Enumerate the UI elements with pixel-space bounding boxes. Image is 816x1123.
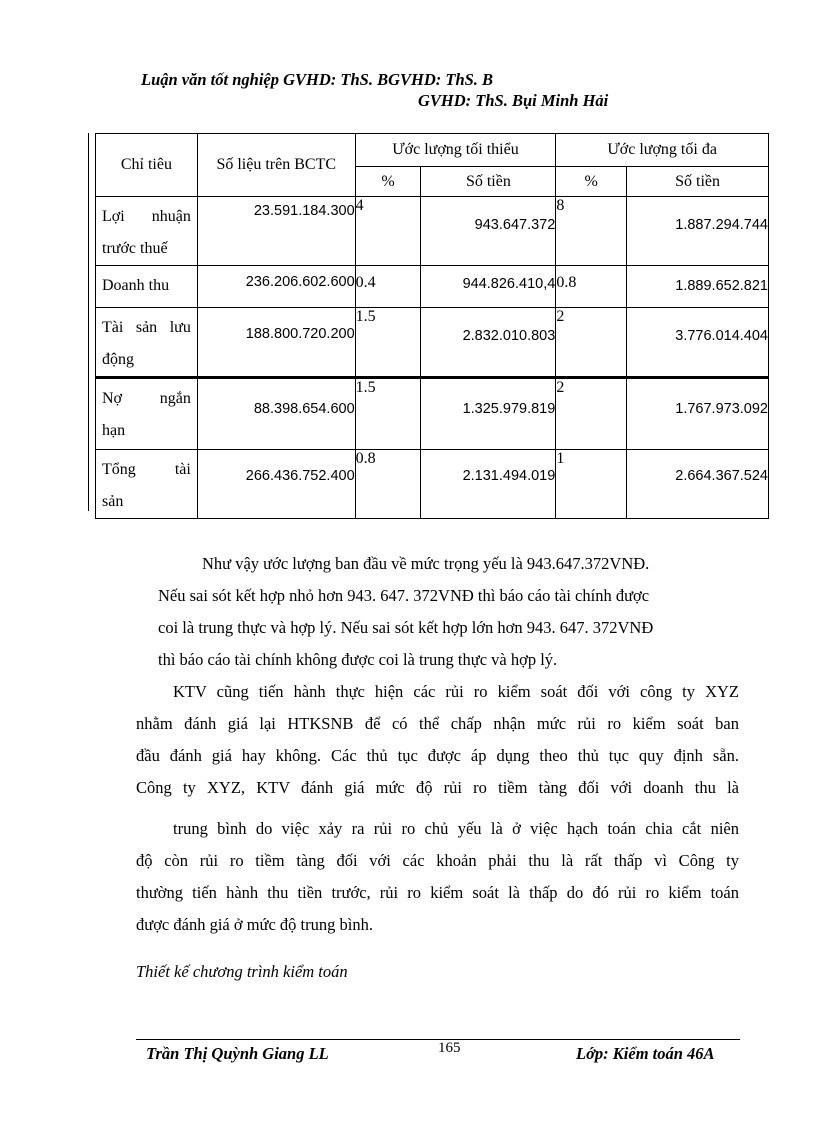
paragraph-materiality-summary: [158, 548, 718, 676]
row-label-line1: Doanh thu: [102, 277, 170, 294]
row-bctc: 23.591.184.300: [197, 197, 355, 266]
footer-page-number: 165: [438, 1040, 461, 1056]
row-min-amount: 944.826.410,4: [421, 266, 556, 308]
row-min-amount: 2.832.010.803: [421, 308, 556, 378]
row-bctc: 188.800.720.200: [197, 308, 355, 378]
table-row: [96, 450, 769, 519]
paragraph-line: nhằm đánh giá lại HTKSNB để có thể chấp nhận mức rủi ro kiểm soát ban: [136, 714, 739, 733]
col-header-bctc: Số liệu trên BCTC: [197, 134, 355, 197]
paragraph-line: KTV cũng tiến hành thực hiện các rủi ro kiểm soát đối với công ty XYZ: [173, 682, 739, 701]
paragraph-line: thường tiến hành thu tiền trước, rủi ro kiểm soát là thấp do đó rủi ro kiểm toán: [136, 883, 739, 902]
paragraph-inherent-risk: [136, 813, 739, 941]
row-min-pct: 1.5: [355, 308, 421, 378]
row-min-amount: 943.647.372: [421, 197, 556, 266]
row-min-pct: 1.5: [355, 378, 421, 450]
row-label-line2: động: [102, 351, 134, 368]
footer-author: Trần Thị Quỳnh Giang LL: [146, 1044, 329, 1063]
table-left-double-rule: [88, 133, 89, 511]
table-row: [96, 197, 769, 266]
row-min-pct: 0.4: [355, 266, 421, 308]
paragraph-line: thì báo cáo tài chính không được coi là trung thực và hợp lý.: [158, 650, 558, 669]
row-max-pct: 0.8: [556, 266, 627, 308]
row-max-amount: 1.887.294.744: [627, 197, 769, 266]
row-max-amount: 1.767.973.092: [627, 378, 769, 450]
row-max-amount: 3.776.014.404: [627, 308, 769, 378]
paragraph-line: trung bình do việc xảy ra rủi ro chủ yếu là ở việc hạch toán chia cắt niên: [173, 819, 739, 838]
row-max-pct: 2: [556, 378, 627, 450]
row-label-line1: Lợi nhuận: [102, 208, 191, 225]
col-header-max-group: Ước lượng tối đa: [556, 134, 769, 167]
row-min-amount: 1.325.979.819: [421, 378, 556, 450]
row-label-line1: Nợ ngắn: [102, 390, 191, 407]
paragraph-line: Công ty XYZ, KTV đánh giá mức độ rủi ro tiềm tàng đối với doanh thu là: [136, 778, 739, 797]
row-min-amount: 2.131.494.019: [421, 450, 556, 519]
row-label-line1: Tài sản lưu: [102, 319, 191, 336]
row-max-amount: 2.664.367.524: [627, 450, 769, 519]
row-label-line2: sản: [102, 493, 124, 510]
row-max-pct: 1: [556, 450, 627, 519]
paragraph-line: đầu đánh giá hay không. Các thủ tục được áp dụng theo thủ tục quy định sẵn.: [136, 746, 739, 765]
row-bctc: 266.436.752.400: [197, 450, 355, 519]
paragraph-control-risk: [136, 676, 739, 804]
paragraph-line: coi là trung thực và hợp lý. Nếu sai sót kết hợp lớn hơn 943. 647. 372VNĐ: [158, 618, 654, 637]
col-header-min-amount: Số tiền: [421, 167, 556, 197]
paragraph-line: Như vậy ước lượng ban đầu về mức trọng yếu là 943.647.372VNĐ.: [202, 554, 650, 573]
paragraph-line: Nếu sai sót kết hợp nhỏ hơn 943. 647. 372VNĐ thì báo cáo tài chính được: [158, 586, 650, 605]
col-header-min-group: Ước lượng tối thiểu: [355, 134, 556, 167]
row-max-pct: 8: [556, 197, 627, 266]
col-header-indicator: Chỉ tiêu: [96, 134, 198, 197]
row-label-line1: Tổng tài: [102, 461, 191, 478]
header-line-1: Luận văn tốt nghiệp GVHD: ThS. BGVHD: ThS. B: [141, 70, 494, 89]
col-header-max-pct: %: [556, 167, 627, 197]
footer-class: Lớp: Kiểm toán 46A: [576, 1044, 715, 1063]
row-min-pct: 4: [355, 197, 421, 266]
row-label-line2: trước thuế: [102, 240, 168, 257]
paragraph-line: độ còn rủi ro tiềm tàng đối với các khoản phải thu là rất thấp vì Công ty: [136, 851, 739, 870]
section-title: Thiết kế chương trình kiểm toán: [136, 962, 348, 981]
row-min-pct: 0.8: [355, 450, 421, 519]
row-bctc: 236.206.602.600: [197, 266, 355, 308]
table-row: [96, 308, 769, 378]
col-header-min-pct: %: [355, 167, 421, 197]
table-row: [96, 266, 769, 308]
row-bctc: 88.398.654.600: [197, 378, 355, 450]
row-max-amount: 1.889.652.821: [627, 266, 769, 308]
row-max-pct: 2: [556, 308, 627, 378]
col-header-max-amount: Số tiền: [627, 167, 769, 197]
paragraph-line: được đánh giá ở mức độ trung bình.: [136, 915, 373, 934]
header-line-2: GVHD: ThS. Bụi Minh Hải: [418, 91, 609, 110]
materiality-table: [95, 133, 769, 519]
row-label-line2: hạn: [102, 422, 126, 439]
table-row: [96, 378, 769, 450]
